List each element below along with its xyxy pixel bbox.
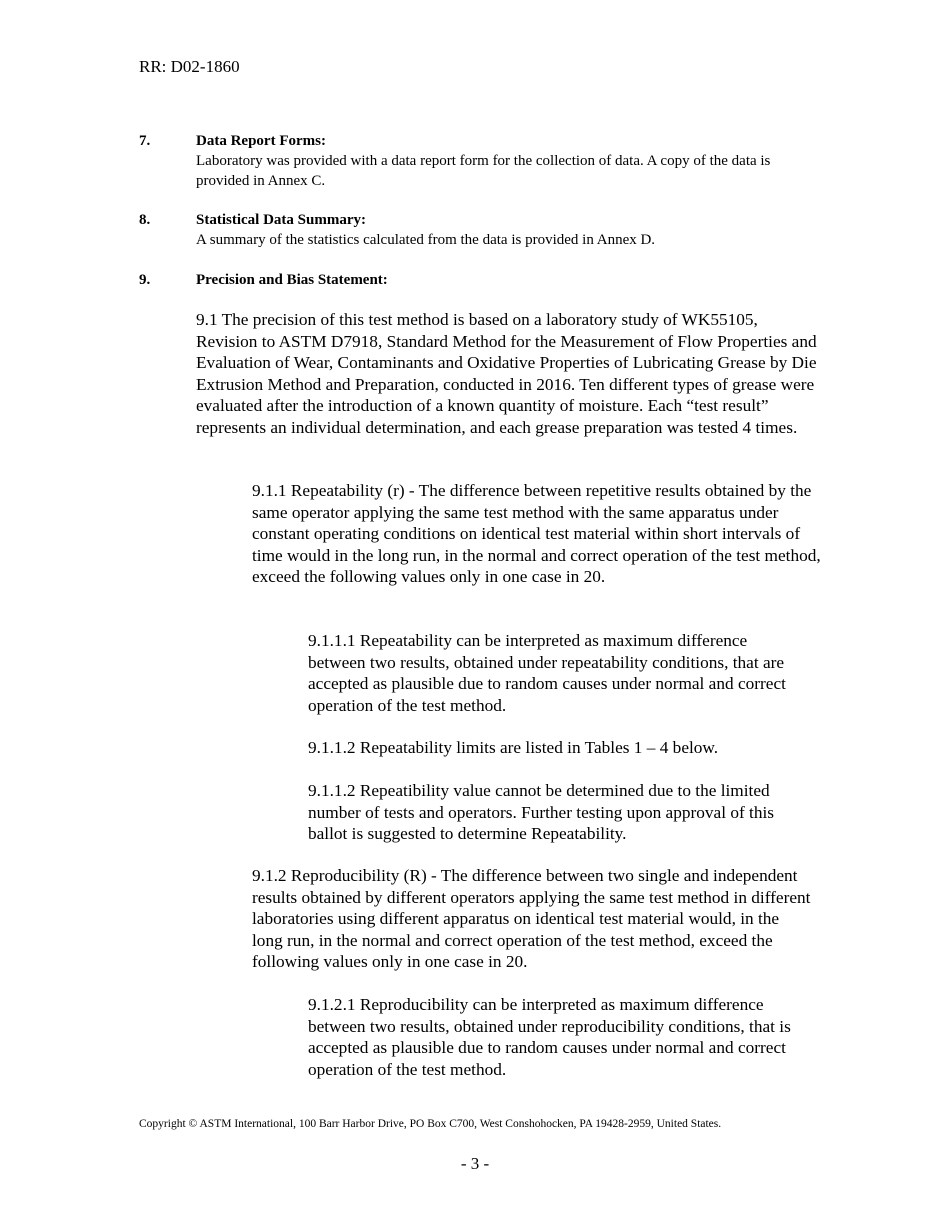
section-7	[139, 131, 829, 191]
section-number: 7.	[139, 133, 151, 149]
section-title: Statistical Data Summary:	[196, 212, 366, 228]
section-text: Laboratory was provided with a data report form for the collection of data. A copy of the data is provided in Annex C.	[196, 153, 771, 189]
section-9	[139, 270, 829, 290]
paragraph-9-1-1-2a: 9.1.1.2 Repeatability limits are listed in Tables 1 – 4 below.	[308, 738, 719, 757]
paragraph-9-1-1: 9.1.1 Repeatability (r) - The difference between repetitive results obtained by the same operator applying the same test method with the same apparatus under constant operating conditions on identical test material within short intervals of time would in the long run, in the normal and correct operation of the test method, exceed the following values only in one case in 20.	[252, 481, 821, 586]
paragraph-9-1-1-1: 9.1.1.1 Repeatability can be interpreted as maximum difference between two results, obtained under repeatability conditions, that are accepted as plausible due to random causes under normal and correct operation of the test method.	[308, 631, 786, 715]
document-id-header: RR: D02-1860	[139, 57, 240, 76]
paragraph-9-1-2-1: 9.1.2.1 Reproducibility can be interpreted as maximum difference between two results, obtained under reproducibility conditions, that is accepted as plausible due to random causes under normal and correct operation of the test method.	[308, 995, 791, 1079]
section-title: Precision and Bias Statement:	[196, 272, 388, 288]
paragraph-9-1: 9.1 The precision of this test method is based on a laboratory study of WK55105, Revision to ASTM D7918, Standard Method for the Measurement of Flow Properties and Evaluation of Wear, Contaminants and Oxidative Properties of Lubricating Grease by Die Extrusion Method and Preparation, conducted in 2016. Ten different types of grease were evaluated after the introduction of a known quantity of moisture. Each “test result” represents an individual determination, and each grease preparation was tested 4 times.	[196, 310, 817, 437]
paragraph-9-1-2: 9.1.2 Reproducibility (R) - The difference between two single and independent results obtained by different operators applying the same test method in different laboratories using different apparatus on identical test material would, in the long run, in the normal and correct operation of the test method, exceed the following values only in one case in 20.	[252, 866, 811, 971]
section-number: 8.	[139, 212, 151, 228]
section-number: 9.	[139, 272, 151, 288]
section-text: A summary of the statistics calculated from the data is provided in Annex D.	[196, 232, 656, 248]
section-8	[139, 210, 829, 250]
copyright-notice: Copyright © ASTM International, 100 Barr Harbor Drive, PO Box C700, West Conshohocken, PA 19428-2959, United States.	[139, 1118, 722, 1130]
page-number: - 3 -	[460, 1154, 490, 1173]
section-title: Data Report Forms:	[196, 133, 326, 149]
paragraph-9-1-1-2b: 9.1.1.2 Repeatibility value cannot be determined due to the limited number of tests and operators. Further testing upon approval of this ballot is suggested to determine Repeatability.	[308, 781, 775, 843]
